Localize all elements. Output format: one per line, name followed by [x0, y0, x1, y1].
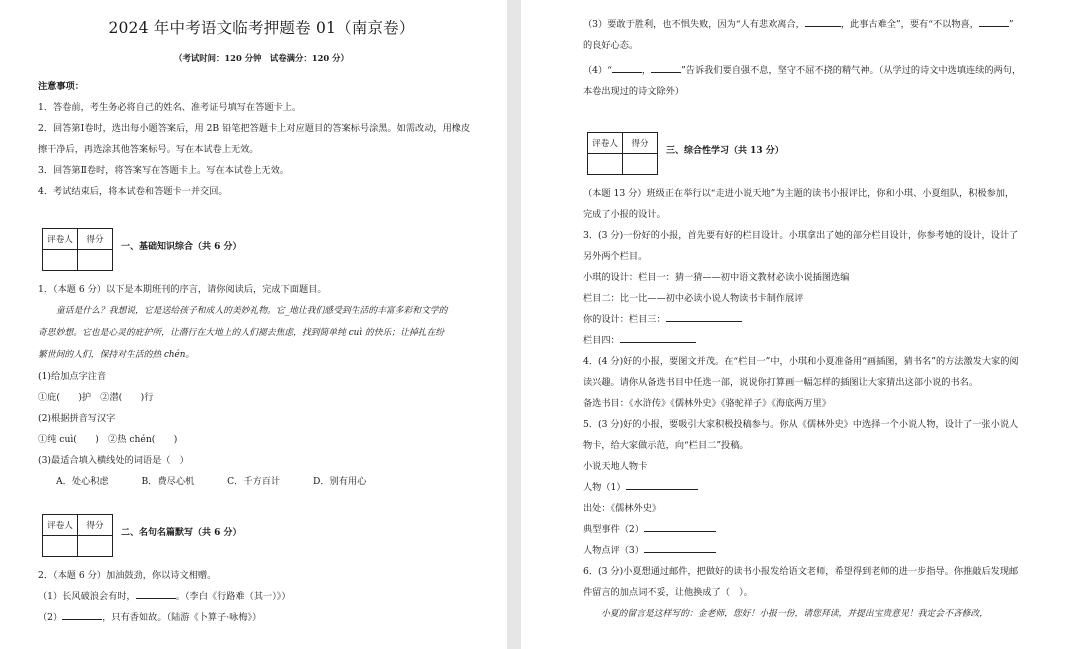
q3: 3．(3 分)一份好的小报，首先要有好的栏目设计。小琪拿出了她的部分栏目设计，你参考她的设计，设计了: [583, 230, 1019, 241]
section-1-header: [42, 228, 485, 271]
answer-blank[interactable]: [644, 520, 716, 532]
section-3-header: [587, 132, 1058, 175]
notice-heading: 注意事项：: [38, 81, 84, 92]
score-box: [587, 132, 658, 175]
q3-your-design: 你的设计：栏目三：: [583, 309, 1058, 330]
q2-item-3-cont: 的良好心态。: [583, 40, 639, 51]
score-label: 得分: [623, 133, 658, 154]
exam-page-right: [521, 0, 1088, 649]
q5-comment: 人物点评（3）: [583, 540, 1058, 561]
q3-column-four: 栏目四：: [583, 330, 1058, 351]
q1-intro: 1．（本题 6 分）以下是本期班刊的序言，请你阅读后，完成下面题目。: [38, 284, 327, 295]
score-label: 得分: [78, 229, 113, 250]
q3-design-2: 栏目二：比一比——初中必读小说人物读书卡制作展评: [583, 293, 804, 304]
section-2-title: 二、名句名篇默写（共 6 分）: [121, 528, 242, 538]
score-cell: [623, 154, 658, 175]
q6-cont: 件留言的加点词不妥，让他换成了（ ）。: [583, 587, 753, 598]
grader-cell: [588, 154, 623, 175]
q1-sub1-items: ①庇( )护 ②潜( )行: [38, 392, 154, 403]
q1-sub2: (2)根据拼音写汉字: [38, 413, 116, 424]
q2-item-4-cont: 本卷出现过的诗文除外）: [583, 86, 685, 97]
q2-intro: 2．（本题 6 分）加油鼓劲，你以诗文相赠。: [38, 570, 217, 581]
q5: 5．(3 分)好的小报，要吸引大家积极投稿参与。你从《儒林外史》中选择一个小说人物，设计了一张小说人: [583, 419, 1019, 430]
answer-blank[interactable]: [612, 61, 642, 73]
notice-item-1: 1．答卷前，考生务必将自己的姓名、准考证号填写在答题卡上。: [38, 102, 302, 113]
answer-blank[interactable]: [136, 587, 176, 599]
q1-passage-line-2: 奇思妙想。它也是心灵的庇护所，让潜行在大地上的人们褪去焦虑，找到简单纯 cuì 的快乐；让掉扎在纷: [38, 328, 445, 338]
grader-cell: [43, 250, 78, 271]
answer-blank[interactable]: [651, 61, 681, 73]
answer-blank[interactable]: [979, 15, 1009, 27]
exam-page-left: [0, 0, 507, 649]
q2-item-3: （3）要敢于胜利，也不惧失败，因为“人有悲欢离合， ，此事古难全”，要有“不以物喜， ”: [583, 14, 1058, 35]
answer-blank[interactable]: [666, 310, 742, 322]
q1-sub3: (3)最适合填入横线处的词语是（ ）: [38, 455, 189, 466]
q3-design-1: 小琪的设计：栏目一：猜一猜——初中语文教材必读小说插图选编: [583, 272, 850, 283]
notice-item-2-cont: 擦干净后，再选涂其他答案标号。写在本试卷上无效。: [38, 144, 259, 155]
score-cell: [78, 250, 113, 271]
grader-label: 评卷人: [588, 133, 623, 154]
option-b: B．费尽心机: [141, 476, 195, 487]
q1-sub2-items: ①纯 cuì( ) ②热 chén( ): [38, 434, 178, 445]
q6-message: 小夏的留言是这样写的：金老师，您好！小报一份，请您拜读，并提出宝贵意见！我定会不吝修改，: [601, 609, 989, 619]
q3-intro: （本题 13 分）班级正在举行以“走进小说天地”为主题的读书小报评比，你和小琪、小夏组队，积极参加，: [583, 188, 1015, 199]
grader-label: 评卷人: [43, 229, 78, 250]
answer-blank[interactable]: [626, 478, 698, 490]
q5-event: 典型事件（2）: [583, 519, 1058, 540]
q1-sub1: (1)给加点字注音: [38, 371, 107, 382]
q5-source: 出处：《儒林外史》: [583, 503, 662, 514]
notice-item-4: 4．考试结束后，将本试卷和答题卡一并交回。: [38, 186, 228, 197]
score-box: [42, 228, 113, 271]
q5-person: 人物（1）: [583, 477, 1058, 498]
q4-books: 备选书目：《水浒传》《儒林外史》《骆驼祥子》《海底两万里》: [583, 398, 832, 409]
section-2-header: [42, 514, 485, 557]
exam-title: 2024 年中考语文临考押题卷 01（南京卷）: [108, 19, 415, 37]
notice-item-2: 2．回答第Ⅰ卷时，选出每小题答案后，用 2B 铅笔把答题卡上对应题目的答案标号涂黑。如需改动，用橡皮: [38, 123, 471, 134]
q4: 4．(4 分)好的小报，要图文并茂。在“栏目一”中，小琪和小夏准备用“画插图，猜书名”的方法激发大家的阅: [583, 356, 1019, 367]
q1-passage-line-1: 童话是什么？我想说，它是送给孩子和成人的美妙礼物。它_地让我们感受到生活的丰富多彩和文学的: [56, 306, 448, 316]
score-cell: [78, 536, 113, 557]
answer-blank[interactable]: [644, 541, 716, 553]
q1-options: [38, 471, 485, 492]
answer-blank[interactable]: [620, 331, 696, 343]
grader-label: 评卷人: [43, 515, 78, 536]
q3-cont: 另外两个栏目。: [583, 251, 648, 262]
q1-passage-line-3: 繁世间的人们，保持对生活的热 chén。: [38, 350, 195, 360]
answer-blank[interactable]: [805, 15, 841, 27]
exam-subtitle: （考试时间：120 分钟 试卷满分：120 分）: [174, 53, 349, 63]
option-c: C．千方百计: [227, 476, 281, 487]
q3-intro-cont: 完成了小报的设计。: [583, 209, 666, 220]
option-d: D．别有用心: [313, 476, 367, 487]
q5-card-title: 小说天地人物卡: [583, 461, 648, 472]
page-gap: [507, 0, 521, 649]
q2-item-1: （1）长风破浪会有时， 。（李白《行路难（其一）》）: [38, 586, 485, 607]
score-box: [42, 514, 113, 557]
option-a: A．处心积虑: [56, 476, 109, 487]
section-1-title: 一、基础知识综合（共 6 分）: [121, 242, 242, 252]
q2-item-4: （4）“ ， ”告诉我们要自强不息，坚守不屈不挠的精气神。（从学过的诗文中选填连续的两句，: [583, 60, 1058, 81]
grader-cell: [43, 536, 78, 557]
notice-item-3: 3．回答第Ⅱ卷时，将答案写在答题卡上。写在本试卷上无效。: [38, 165, 289, 176]
score-label: 得分: [78, 515, 113, 536]
answer-blank[interactable]: [62, 608, 102, 620]
q5-cont: 物卡，给大家做示范，向“栏目二”投稿。: [583, 440, 749, 451]
section-3-title: 三、综合性学习（共 13 分）: [666, 146, 784, 156]
q6: 6．(3 分)小夏想通过邮件，把做好的读书小报发给语文老师，希望得到老师的进一步指导。你推敲后发现邮: [583, 566, 1019, 577]
q4-cont: 读兴趣。请你从备选书目中任选一部，说说你打算画一幅怎样的插图让大家猜出这部小说的书名。: [583, 377, 979, 388]
q2-item-2: （2） ，只有香如故。（陆游《卜算子·咏梅》）: [38, 607, 485, 628]
